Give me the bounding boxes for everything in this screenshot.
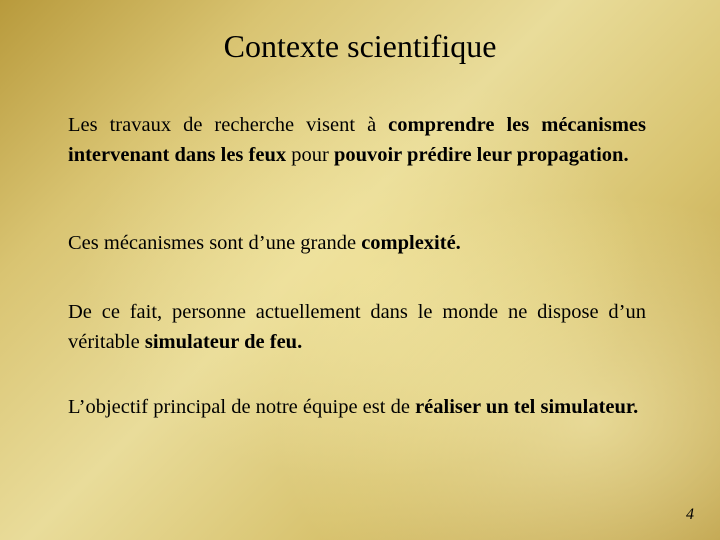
text-run-bold: pouvoir prédire leur propagation.: [333, 144, 629, 166]
slide-number: 4: [686, 506, 694, 523]
text-run-bold: simulateur de feu.: [144, 331, 303, 353]
paragraph-team-objective: [68, 392, 646, 422]
text-run: Les travaux de recherche visent à: [68, 114, 389, 136]
text-run-bold: comprendre les mécanismes intervenant dans les feux: [68, 114, 646, 166]
slide-title: Contexte scientifique: [223, 28, 497, 64]
text-run-bold: complexité.: [361, 232, 461, 254]
text-run: Ces mécanismes sont d’une grande: [68, 232, 362, 254]
paragraph-no-simulator: [68, 297, 646, 357]
paragraph-research-goal: [68, 110, 646, 170]
text-run-bold: réaliser un tel simulateur.: [415, 396, 639, 418]
text-run: De ce fait, personne actuellement dans le monde ne dispose d’un véritable: [68, 301, 646, 353]
paragraph-complexity: [68, 228, 646, 258]
text-run: pour: [286, 144, 334, 166]
text-run: L’objectif principal de notre équipe est de: [68, 396, 416, 418]
